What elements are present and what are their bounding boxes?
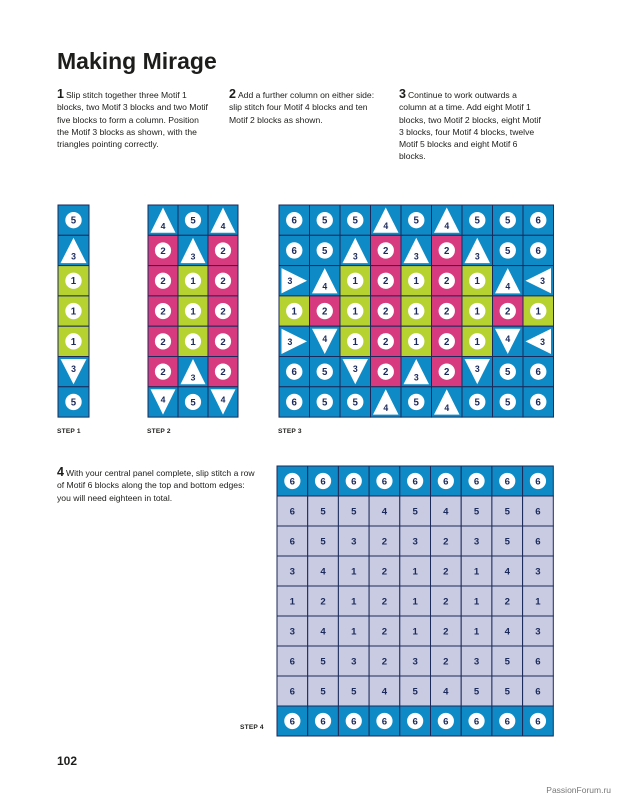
motif-number: 2: [443, 626, 449, 638]
motif-number: 6: [289, 476, 296, 488]
motif-number: 1: [351, 566, 357, 578]
motif-block: [523, 646, 554, 676]
motif-number: 5: [504, 536, 510, 548]
motif-block: [277, 466, 308, 496]
motif-block: [431, 616, 462, 646]
motif-block: [523, 706, 554, 736]
motif-block: [277, 496, 308, 526]
motif-number: 1: [412, 596, 418, 608]
motif-number: 5: [190, 397, 196, 409]
motif-number: 3: [351, 536, 357, 548]
motif-number: 3: [540, 276, 545, 287]
motif-block: [308, 526, 339, 556]
motif-number: 5: [322, 245, 328, 257]
motif-number: 5: [322, 215, 328, 227]
motif-number: 4: [383, 402, 389, 413]
motif-block: [338, 496, 369, 526]
motif-block: [277, 526, 308, 556]
motif-number: 3: [71, 251, 76, 262]
motif-number: 2: [381, 566, 388, 578]
motif-number: 1: [352, 336, 358, 348]
motif-number: 3: [190, 372, 196, 383]
motif-number: 1: [70, 336, 77, 348]
step-4-text: With your central panel complete, slip stitch a row of Motif 6 blocks along the top and bottom edges: you will need eighteen in total.: [57, 468, 255, 503]
motif-number: 3: [287, 276, 293, 287]
motif-number: 1: [535, 596, 541, 608]
motif-block: [523, 496, 554, 526]
motif-number: 5: [505, 397, 511, 409]
motif-number: 2: [383, 306, 389, 318]
motif-number: 1: [535, 306, 541, 318]
motif-number: 1: [412, 566, 418, 578]
motif-block: [308, 556, 339, 586]
motif-block: [461, 496, 492, 526]
motif-number: 4: [504, 566, 510, 578]
motif-block: [431, 646, 462, 676]
motif-block: [400, 556, 431, 586]
motif-number: 3: [474, 364, 480, 375]
step-2-text: Add a further column on either side: slip stitch four Motif 4 blocks and ten Motif 2 blocks as shown.: [229, 90, 375, 125]
motif-number: 4: [444, 221, 450, 232]
motif-number: 6: [289, 716, 296, 728]
motif-block: [338, 616, 369, 646]
motif-number: 2: [220, 306, 226, 318]
motif-block: [277, 706, 308, 736]
motif-number: 2: [443, 536, 449, 548]
motif-number: 3: [412, 536, 418, 548]
motif-block: [461, 586, 492, 616]
motif-block: [431, 526, 462, 556]
motif-number: 2: [160, 367, 166, 379]
motif-number: 1: [473, 566, 480, 578]
motif-number: 5: [352, 215, 358, 227]
motif-block: [338, 586, 369, 616]
motif-block: [523, 676, 554, 706]
motif-number: 6: [535, 536, 541, 548]
motif-number: 6: [473, 476, 480, 488]
motif-number: 5: [320, 536, 326, 548]
step-3-text: Continue to work outwards a column at a time. Add eight Motif 1 blocks, two Motif 2 blocks, eight Motif 3 blocks, four Motif 4 blocks, twelve Motif 5 blocks and eight Motif 6 blocks.: [399, 90, 541, 162]
motif-number: 5: [70, 215, 77, 227]
motif-block: [492, 526, 523, 556]
motif-number: 6: [535, 476, 541, 488]
motif-number: 5: [412, 506, 418, 518]
motif-block: [461, 646, 492, 676]
motif-number: 2: [220, 245, 226, 257]
motif-number: 5: [351, 686, 357, 698]
motif-number: 4: [381, 686, 388, 698]
motif-number: 6: [535, 716, 541, 728]
motif-number: 6: [291, 367, 297, 379]
motif-number: 5: [320, 656, 326, 668]
motif-number: 1: [352, 276, 358, 288]
motif-number: 6: [535, 397, 541, 409]
motif-number: 2: [383, 245, 389, 257]
motif-number: 6: [289, 536, 296, 548]
motif-number: 6: [381, 476, 388, 488]
motif-number: 5: [505, 367, 511, 379]
motif-number: 5: [504, 656, 510, 668]
motif-number: 6: [412, 476, 418, 488]
motif-block: [431, 706, 462, 736]
motif-number: 2: [505, 306, 511, 318]
motif-number: 2: [381, 596, 388, 608]
motif-number: 6: [351, 476, 357, 488]
motif-number: 2: [381, 626, 388, 638]
motif-number: 5: [474, 397, 480, 409]
motif-block: [369, 586, 400, 616]
motif-block: [492, 556, 523, 586]
motif-number: 1: [289, 596, 296, 608]
motif-block: [277, 616, 308, 646]
motif-number: 2: [444, 245, 450, 257]
motif-block: [369, 706, 400, 736]
motif-number: 5: [473, 686, 480, 698]
motif-block: [338, 556, 369, 586]
motif-number: 5: [473, 506, 480, 518]
motif-number: 1: [474, 276, 480, 288]
motif-number: 4: [505, 333, 511, 344]
motif-number: 3: [473, 536, 480, 548]
motif-number: 1: [291, 306, 297, 318]
motif-number: 4: [383, 221, 389, 232]
motif-number: 5: [412, 686, 418, 698]
step-1-text: Slip stitch together three Motif 1 blocks, two Motif 3 blocks and two Motif five blocks to form a column. Position the Motif 3 blocks as shown, with the triangles pointing correctly.: [57, 90, 208, 150]
motif-number: 1: [474, 336, 480, 348]
motif-block: [369, 526, 400, 556]
motif-block: [338, 526, 369, 556]
motif-block: [461, 466, 492, 496]
motif-number: 2: [320, 596, 326, 608]
motif-number: 2: [443, 656, 449, 668]
motif-block: [492, 616, 523, 646]
motif-number: 3: [352, 364, 358, 375]
motif-number: 5: [322, 397, 328, 409]
motif-number: 4: [381, 506, 388, 518]
motif-number: 4: [443, 506, 449, 518]
motif-block: [400, 646, 431, 676]
motif-block: [523, 466, 554, 496]
motif-number: 2: [220, 336, 226, 348]
motif-number: 3: [352, 251, 358, 262]
motif-number: 5: [505, 215, 511, 227]
motif-number: 3: [540, 336, 545, 347]
motif-block: [369, 556, 400, 586]
motif-number: 4: [505, 281, 511, 292]
motif-number: 6: [291, 215, 297, 227]
motif-number: 1: [473, 626, 480, 638]
motif-number: 5: [322, 367, 328, 379]
motif-number: 4: [320, 626, 326, 638]
motif-number: 2: [383, 367, 389, 379]
motif-block: [369, 496, 400, 526]
page-title: Making Mirage: [57, 48, 217, 74]
motif-block: [308, 586, 339, 616]
motif-block: [523, 586, 554, 616]
motif-number: 5: [474, 215, 480, 227]
motif-number: 2: [220, 276, 226, 288]
motif-number: 1: [70, 306, 77, 318]
motif-number: 4: [160, 394, 166, 405]
motif-number: 2: [444, 336, 450, 348]
step-2-number: 2: [229, 87, 236, 101]
motif-number: 6: [535, 506, 541, 518]
motif-number: 2: [383, 276, 389, 288]
motif-number: 6: [320, 476, 326, 488]
motif-number: 3: [474, 251, 480, 262]
motif-number: 6: [351, 716, 357, 728]
motif-block: [338, 676, 369, 706]
motif-number: 4: [504, 626, 510, 638]
motif-block: [461, 616, 492, 646]
motif-block: [523, 616, 554, 646]
motif-number: 6: [381, 716, 388, 728]
motif-block: [277, 646, 308, 676]
motif-block: [308, 706, 339, 736]
motif-number: 2: [444, 367, 450, 379]
motif-block: [461, 526, 492, 556]
motif-block: [338, 706, 369, 736]
motif-number: 3: [287, 336, 293, 347]
motif-number: 5: [352, 397, 358, 409]
motif-block: [431, 586, 462, 616]
motif-number: 4: [322, 333, 328, 344]
motif-number: 3: [412, 656, 418, 668]
caption-step-4: STEP 4: [240, 724, 264, 731]
motif-block: [492, 676, 523, 706]
motif-number: 5: [320, 506, 326, 518]
motif-number: 2: [444, 276, 450, 288]
motif-block: [369, 646, 400, 676]
motif-number: 6: [504, 476, 510, 488]
motif-number: 6: [412, 716, 418, 728]
motif-number: 1: [351, 626, 357, 638]
motif-number: 2: [160, 336, 166, 348]
motif-number: 2: [381, 536, 388, 548]
motif-block: [308, 646, 339, 676]
motif-number: 5: [504, 506, 510, 518]
watermark: PassionForum.ru: [546, 785, 611, 795]
motif-number: 2: [383, 336, 389, 348]
motif-block: [431, 496, 462, 526]
motif-number: 6: [289, 656, 296, 668]
motif-number: 2: [381, 656, 388, 668]
motif-number: 6: [535, 245, 541, 257]
motif-block: [523, 556, 554, 586]
motif-number: 2: [443, 596, 449, 608]
motif-number: 3: [535, 566, 541, 578]
motif-block: [308, 496, 339, 526]
motif-number: 1: [413, 336, 419, 348]
step-4-number: 4: [57, 465, 64, 479]
step-3-number: 3: [399, 87, 406, 101]
motif-block: [400, 616, 431, 646]
motif-block: [277, 556, 308, 586]
motif-number: 1: [474, 306, 480, 318]
motif-block: [308, 616, 339, 646]
motif-block: [338, 466, 369, 496]
motif-number: 6: [535, 656, 541, 668]
motif-number: 5: [413, 397, 419, 409]
motif-block: [492, 496, 523, 526]
motif-number: 3: [289, 566, 296, 578]
motif-block: [400, 466, 431, 496]
motif-block: [369, 676, 400, 706]
motif-number: 6: [535, 215, 541, 227]
motif-number: 1: [70, 276, 77, 288]
motif-block: [461, 676, 492, 706]
motif-number: 2: [443, 566, 449, 578]
motif-number: 1: [352, 306, 358, 318]
motif-number: 2: [444, 306, 450, 318]
motif-number: 5: [190, 215, 196, 227]
motif-block: [277, 586, 308, 616]
motif-number: 3: [289, 626, 296, 638]
motif-block: [400, 706, 431, 736]
motif-number: 4: [443, 686, 449, 698]
caption-step-1: STEP 1: [57, 428, 81, 435]
motif-number: 6: [289, 506, 296, 518]
motif-block: [369, 466, 400, 496]
step-1-number: 1: [57, 87, 64, 101]
motif-number: 3: [71, 364, 76, 375]
motif-number: 6: [291, 397, 297, 409]
motif-block: [523, 526, 554, 556]
motif-block: [400, 586, 431, 616]
motif-block: [461, 556, 492, 586]
motif-number: 6: [443, 476, 449, 488]
motif-number: 2: [504, 596, 510, 608]
motif-number: 6: [535, 686, 541, 698]
motif-number: 3: [351, 656, 357, 668]
motif-number: 4: [320, 566, 326, 578]
motif-number: 6: [291, 245, 297, 257]
motif-number: 4: [220, 394, 226, 405]
motif-number: 6: [320, 716, 326, 728]
motif-number: 1: [413, 276, 419, 288]
caption-step-3: STEP 3: [278, 428, 302, 435]
motif-number: 4: [220, 221, 226, 232]
motif-block: [492, 706, 523, 736]
motif-number: 1: [190, 336, 196, 348]
motif-number: 6: [289, 686, 296, 698]
motif-block: [461, 706, 492, 736]
motif-block: [492, 586, 523, 616]
motif-number: 2: [160, 276, 166, 288]
motif-number: 3: [413, 372, 419, 383]
motif-number: 2: [220, 367, 226, 379]
motif-number: 5: [413, 215, 419, 227]
motif-number: 6: [443, 716, 449, 728]
motif-number: 6: [504, 716, 510, 728]
motif-number: 1: [413, 306, 419, 318]
motif-number: 3: [413, 251, 419, 262]
motif-block: [400, 496, 431, 526]
caption-step-2: STEP 2: [147, 428, 171, 435]
motif-number: 1: [190, 276, 196, 288]
motif-block: [492, 466, 523, 496]
motif-number: 4: [444, 402, 450, 413]
motif-number: 1: [412, 626, 418, 638]
motif-block: [431, 676, 462, 706]
motif-block: [369, 616, 400, 646]
motif-block: [308, 676, 339, 706]
motif-number: 3: [190, 251, 196, 262]
motif-block: [431, 466, 462, 496]
motif-number: 5: [504, 686, 510, 698]
motif-number: 2: [322, 306, 328, 318]
motif-number: 5: [70, 397, 77, 409]
motif-block: [400, 526, 431, 556]
motif-number: 6: [473, 716, 480, 728]
motif-block: [492, 646, 523, 676]
motif-number: 1: [473, 596, 480, 608]
motif-block: [277, 676, 308, 706]
motif-number: 4: [160, 221, 166, 232]
motif-number: 1: [190, 306, 196, 318]
motif-block: [308, 466, 339, 496]
motif-block: [431, 556, 462, 586]
page-number: 102: [57, 754, 78, 768]
motif-number: 2: [160, 306, 166, 318]
motif-number: 2: [160, 245, 166, 257]
motif-number: 3: [535, 626, 541, 638]
motif-number: 4: [322, 281, 328, 292]
motif-number: 3: [473, 656, 480, 668]
motif-number: 5: [320, 686, 326, 698]
motif-block: [400, 676, 431, 706]
motif-number: 5: [351, 506, 357, 518]
motif-block: [338, 646, 369, 676]
motif-number: 5: [505, 245, 511, 257]
motif-number: 1: [351, 596, 357, 608]
motif-number: 6: [535, 367, 541, 379]
